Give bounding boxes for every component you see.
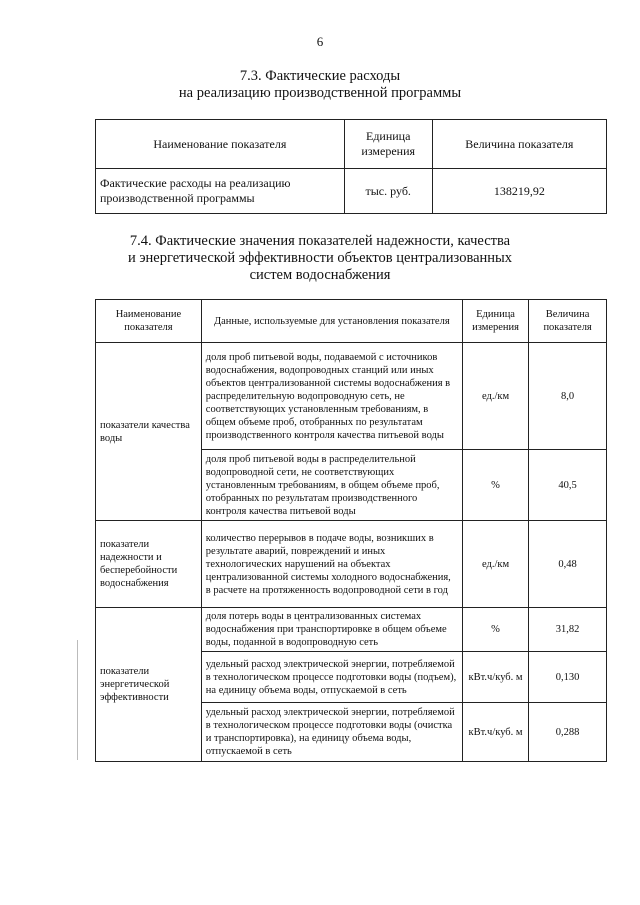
section-74-title-line3: систем водоснабжения [249,267,391,283]
header-indicator-name: Наименование показателя [96,120,345,169]
row-data: удельный расход электрической энергии, потребляемой в технологическом процессе подготовки воды (подъем), на единицу объема воды, отпускаемой в сеть [201,652,462,703]
header-indicator-name: Наименование показателя [96,300,202,343]
expense-value: 138219,92 [432,169,606,214]
header-value: Величина показателя [432,120,606,169]
expense-name: Фактические расходы на реализацию производственной программы [96,169,345,214]
row-value: 40,5 [529,450,607,521]
section-73-title-line2: на реализацию производственной программы [178,85,462,101]
expenses-table-header [96,120,607,169]
table-row [96,521,607,608]
header-unit: Единица измерения [462,300,528,343]
header-data: Данные, используемые для установления показателя [201,300,462,343]
section-73-title [0,68,640,102]
row-value: 0,130 [529,652,607,703]
group-name-water-quality: показатели качества воды [96,343,202,521]
section-74-title-line2: и энергетической эффективности объектов централизованных [127,250,513,266]
section-73-title-line1: 7.3. Фактические расходы [239,68,401,84]
row-unit: ед./км [462,343,528,450]
row-unit: % [462,450,528,521]
row-value: 0,288 [529,703,607,762]
row-value: 0,48 [529,521,607,608]
table-row [96,169,607,214]
table-row [96,343,607,450]
table-row [96,608,607,652]
row-unit: % [462,608,528,652]
expense-unit: тыс. руб. [344,169,432,214]
row-data: доля проб питьевой воды, подаваемой с источников водоснабжения, водопроводных станций или иных объектов централизованной системы водоснабжения в распределительную водопроводную сеть, не соответствующих установленным требованиям, в общем объеме проб, отобранных по результатам производственного контроля качества питьевой воды [201,343,462,450]
indicators-table [95,299,607,762]
scan-margin-line [77,640,78,760]
group-name-energy-efficiency: показатели энергетической эффективности [96,608,202,762]
section-74-title-line1: 7.4. Фактические значения показателей надежности, качества [129,233,511,249]
row-data: удельный расход электрической энергии, потребляемой в технологическом процессе подготовки воды (очистка и транспортировка), на единицу объема воды, отпускаемой в сеть [201,703,462,762]
header-unit: Единица измерения [344,120,432,169]
row-unit: кВт.ч/куб. м [462,652,528,703]
indicators-table-header [96,300,607,343]
header-value: Величина показателя [529,300,607,343]
row-data: доля потерь воды в централизованных системах водоснабжения при транспортировке в общем объеме воды, поданной в водопроводную сеть [201,608,462,652]
row-value: 8,0 [529,343,607,450]
row-unit: ед./км [462,521,528,608]
group-name-reliability: показатели надежности и бесперебойности водоснабжения [96,521,202,608]
row-unit: кВт.ч/куб. м [462,703,528,762]
page-number: 6 [316,34,324,49]
row-data: количество перерывов в подаче воды, возникших в результате аварий, повреждений и иных технологических нарушений на объектах централизованной системы холодного водоснабжения, в расчете на протяженность водопроводной сети в год [201,521,462,608]
row-value: 31,82 [529,608,607,652]
expenses-table [95,119,607,214]
section-74-title [0,233,640,284]
row-data: доля проб питьевой воды в распределительной водопроводной сети, не соответствующих установленным требованиям, в общем объеме проб, отобранных по результатам производственного контроля качества питьевой воды [201,450,462,521]
